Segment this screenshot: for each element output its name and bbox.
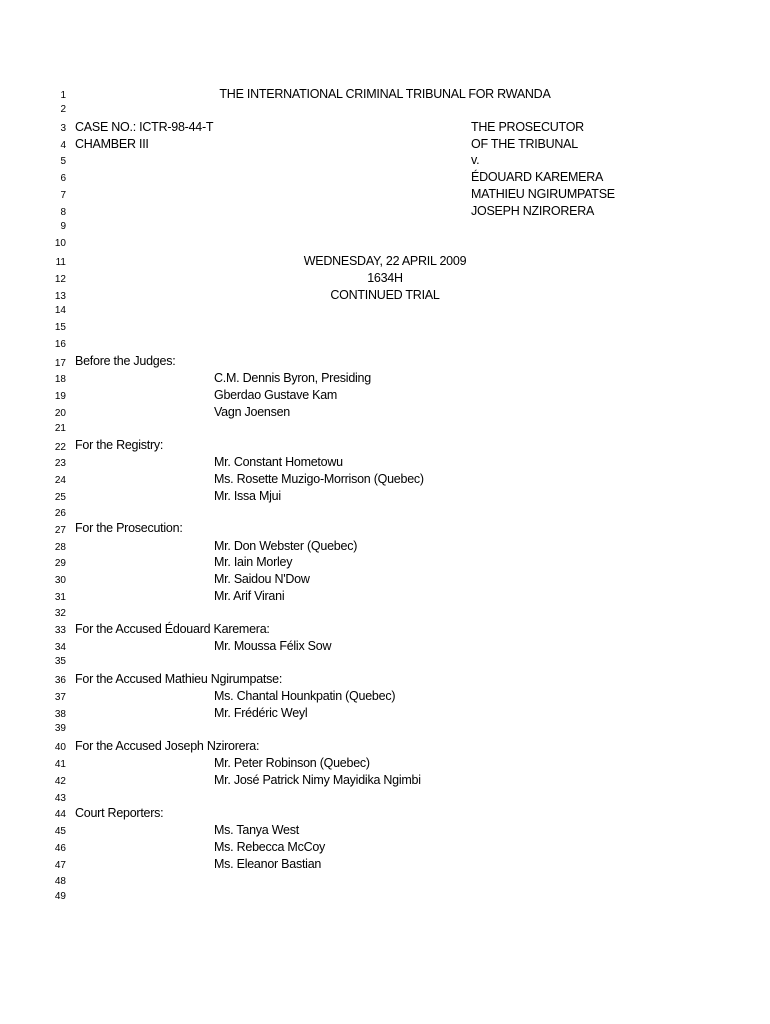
appearance-name: Ms. Chantal Hounkpatin (Quebec) [214,689,396,703]
line-number: 18 [54,374,66,385]
appearance-name: Mr. Constant Hometowu [214,455,343,469]
caption-line: MATHIEU NGIRUMPATSE [471,187,615,201]
line-number: 11 [55,257,66,268]
line-number: 5 [60,156,66,167]
line-number: 49 [54,891,66,902]
appearance-name: Mr. Moussa Félix Sow [214,639,332,653]
line-number: 29 [54,558,66,569]
line-number: 43 [54,793,66,804]
caption-line: v. [471,153,480,167]
line-number: 39 [54,723,66,734]
section-heading-registry: For the Registry: [75,438,164,452]
appearance-name: C.M. Dennis Byron, Presiding [214,371,371,385]
caption-line: THE PROSECUTOR [471,120,584,134]
section-heading-prosecution: For the Prosecution: [75,521,183,535]
appearance-name: Mr. Saidou N'Dow [214,572,310,586]
line-number: 27 [54,525,66,536]
line-number: 12 [54,274,66,285]
line-number: 47 [54,860,66,871]
tribunal-title: THE INTERNATIONAL CRIMINAL TRIBUNAL FOR RWANDA [219,87,551,101]
line-number: 35 [54,656,66,667]
line-number: 32 [54,608,66,619]
case-number: CASE NO.: ICTR-98-44-T [75,120,214,134]
appearance-name: Gberdao Gustave Kam [214,388,338,402]
line-number: 13 [54,291,66,302]
section-heading-nzirorera-defence: For the Accused Joseph Nzirorera: [75,739,260,753]
line-number: 1 [60,90,66,101]
appearance-name: Ms. Rebecca McCoy [214,840,326,854]
line-number: 45 [54,826,66,837]
hearing-time: 1634H [367,271,403,285]
line-number: 23 [54,458,66,469]
line-number: 38 [54,709,66,720]
section-heading-ngirumpatse-defence: For the Accused Mathieu Ngirumpatse: [75,672,283,686]
appearance-name: Mr. Arif Virani [214,589,285,603]
appearance-name: Ms. Rosette Muzigo-Morrison (Quebec) [214,472,424,486]
line-number: 7 [60,190,66,201]
line-number: 44 [54,809,66,820]
appearance-name: Mr. Iain Morley [214,555,293,569]
appearance-name: Ms. Eleanor Bastian [214,857,322,871]
line-number: 42 [54,776,66,787]
line-number: 22 [54,442,66,453]
appearance-name: Mr. Peter Robinson (Quebec) [214,756,370,770]
appearance-name: Vagn Joensen [214,405,290,419]
session-type: CONTINUED TRIAL [330,288,440,302]
appearance-name: Mr. Issa Mjui [214,489,281,503]
appearance-name: Mr. Don Webster (Quebec) [214,539,358,553]
line-number: 41 [54,759,66,770]
line-number: 17 [54,358,66,369]
line-number: 36 [54,675,66,686]
line-number: 3 [60,123,66,134]
line-number: 6 [60,173,66,184]
line-number: 46 [54,843,66,854]
hearing-date: WEDNESDAY, 22 APRIL 2009 [303,254,467,268]
section-heading-judges: Before the Judges: [75,354,176,368]
caption-line: JOSEPH NZIRORERA [471,204,595,218]
line-number: 4 [60,140,66,151]
line-number: 25 [54,492,66,503]
line-number: 24 [54,475,66,486]
line-number: 21 [54,423,66,434]
line-number: 26 [54,508,66,519]
caption-line: OF THE TRIBUNAL [471,137,578,151]
line-number: 8 [60,207,66,218]
line-number: 48 [54,876,66,887]
line-number: 20 [54,408,66,419]
line-number: 33 [54,625,66,636]
caption-line: ÉDOUARD KAREMERA [471,170,604,184]
line-number: 16 [54,339,66,350]
line-number: 40 [54,742,66,753]
line-number: 15 [54,322,66,333]
line-number: 2 [60,104,66,115]
line-number: 37 [54,692,66,703]
chamber: CHAMBER III [75,137,149,151]
appearance-name: Mr. Frédéric Weyl [214,706,308,720]
section-heading-karemera-defence: For the Accused Édouard Karemera: [75,622,270,636]
section-heading-court-reporters: Court Reporters: [75,806,164,820]
line-number: 10 [54,238,66,249]
appearance-name: Ms. Tanya West [214,823,299,837]
line-number: 14 [54,305,66,316]
appearance-name: Mr. José Patrick Nimy Mayidika Ngimbi [214,773,421,787]
line-number: 34 [54,642,66,653]
line-number: 28 [54,542,66,553]
line-number: 19 [54,391,66,402]
line-number: 31 [54,592,66,603]
line-number: 9 [60,221,66,232]
line-number: 30 [54,575,66,586]
